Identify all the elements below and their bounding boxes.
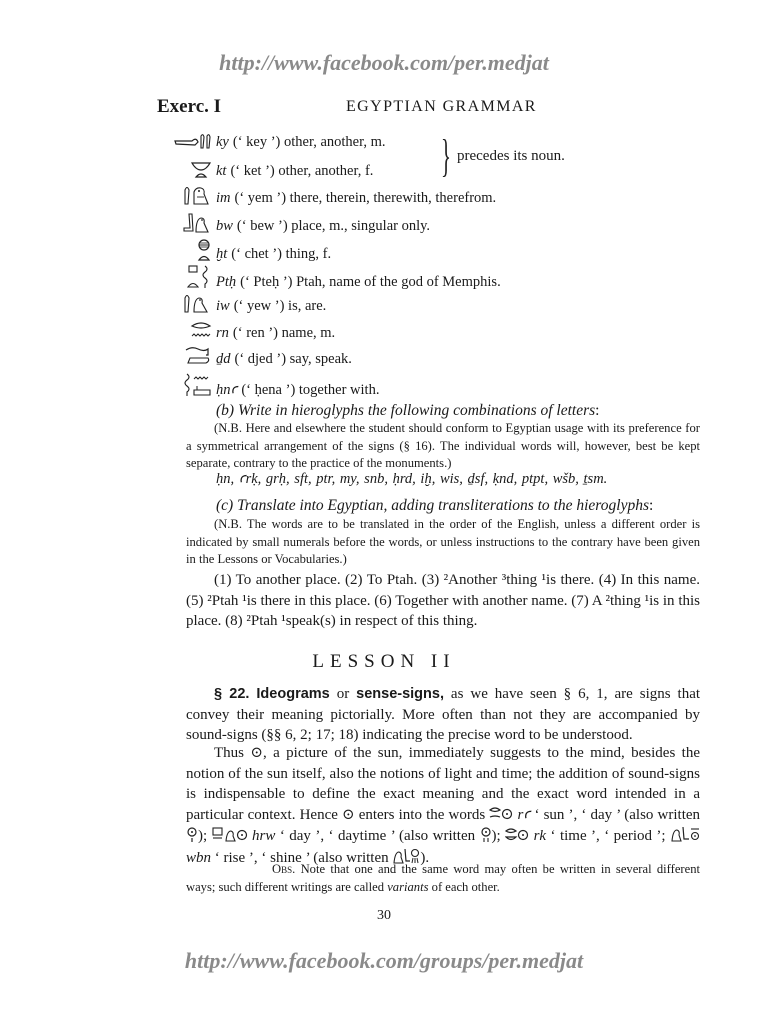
obs-label: Obs.	[272, 862, 296, 876]
vocab-entry	[184, 346, 352, 368]
section-c-heading	[216, 497, 653, 515]
brace-note: precedes its noun.	[457, 148, 565, 164]
vocab-transliteration: rn	[216, 325, 229, 341]
vocab-definition: (‘ chet ’) thing, f.	[231, 246, 332, 262]
watermark-top: http://www.facebook.com/per.medjat	[219, 50, 549, 75]
exercise-text: (1) To another place. (2) To Ptah. (3) ²Another ³thing ¹is there. (4) In this name. (5) ²Ptah ¹is there in this place. (6) Together with another name. (7) A ²thing ¹is in this place. (8) ²Ptah ¹speak(s) in respect of this thing.	[186, 572, 700, 629]
vocab-entry	[196, 239, 331, 263]
word-wbn-gloss: ‘ rise ’, ‘ shine ’ (also written	[214, 849, 389, 866]
leg-chick-hieroglyph	[182, 213, 212, 233]
rope-water-jar-hieroglyph	[182, 373, 212, 397]
reed-chick-hieroglyph	[182, 293, 212, 313]
vocab-entry	[174, 133, 386, 151]
chick-leg-water-sun-hieroglyph	[670, 825, 700, 843]
term-ideograms: Ideograms	[256, 686, 330, 702]
word-ra-gloss: ‘ sun ’, ‘ day ’ (also written	[534, 806, 701, 823]
sun-intro-text: Thus ⊙, a picture of the sun, immediately suggests to the mind, besides the notion of the sun itself, also the notions of light and time; the addition of sound-signs is indispensable to define the exact meaning and the exact word intended in a particular context. Hence ⊙ enters into the words	[186, 745, 700, 823]
basket-bread-hieroglyph	[190, 160, 212, 178]
paragraph-22	[186, 684, 700, 746]
obs-term: variants	[387, 879, 429, 894]
word-hrw-translit: hrw	[252, 828, 276, 844]
vocab-transliteration: kt	[216, 163, 227, 179]
vocab-transliteration: im	[216, 190, 231, 206]
punct-1: );	[198, 828, 208, 844]
punct-3: ).	[420, 849, 430, 866]
reed-owl-hieroglyph	[182, 185, 212, 205]
vocab-definition: (‘ yem ’) there, therein, therewith, therefrom.	[234, 190, 497, 206]
running-head-left: Exerc. I	[157, 96, 222, 117]
page-number: 30	[377, 908, 391, 923]
mat-bread-rope-hieroglyph	[186, 265, 212, 289]
placenta-bread-hieroglyph	[196, 239, 212, 261]
word-rk-gloss: ‘ time ’, ‘ period ’;	[550, 828, 666, 844]
sun-stroke-hieroglyph	[186, 827, 198, 843]
mouth-basket-sun-hieroglyph	[505, 827, 529, 843]
term-sense-signs: sense-signs,	[356, 686, 444, 702]
term-or: or	[329, 686, 357, 702]
brace-symbol: }	[441, 130, 451, 181]
word-hrw-gloss: ‘ day ’, ‘ daytime ’ (also written	[279, 828, 476, 844]
snake-hand-hieroglyph	[184, 346, 212, 366]
vocab-definition: (‘ djed ’) say, speak.	[234, 351, 352, 367]
vocab-transliteration: ḥnꜥ	[216, 382, 238, 398]
vocab-entry	[186, 265, 501, 291]
section-b-note	[186, 420, 700, 473]
vocab-transliteration: ḫt	[216, 246, 228, 262]
section-b-colon: :	[595, 402, 600, 419]
vocab-entry	[182, 213, 430, 235]
vocab-transliteration: bw	[216, 218, 233, 234]
lesson-title: LESSON II	[312, 651, 456, 672]
paragraph-22-text: as we have seen § 6, 1, are signs that convey their meaning pictorially. More often than not they are accompanied by sound-signs (§§ 6, 2; 17; 18) indicating the precise word to be understood.	[186, 686, 701, 743]
section-b-title: Write in hieroglyphs the following combinations of letters	[237, 402, 596, 419]
letter-combinations: ḥn, ꜥrḳ, grḥ, sft, ptr, my, snb, ḥrd, iḫ, wis, ḏsf, ḳnd, ptpt, wšb, ṯsm.	[216, 471, 608, 487]
section-number: § 22.	[214, 686, 250, 702]
observation-note	[186, 861, 700, 896]
obs-text: Note that one and the same word may often be written in several different ways; such different writings are called	[186, 862, 700, 894]
vocab-definition: (‘ ren ’) name, m.	[232, 325, 336, 341]
vocab-definition: (‘ bew ’) place, m., singular only.	[236, 218, 431, 234]
section-c-colon: :	[648, 497, 654, 514]
vocab-transliteration: ḏd	[216, 351, 231, 367]
section-b-label: (b)	[216, 402, 235, 419]
watermark-bottom: http://www.facebook.com/groups/per.medjat	[184, 948, 584, 973]
vocab-entry	[190, 320, 335, 342]
word-ra-translit: rꜥ	[517, 806, 531, 823]
translation-exercises	[186, 570, 700, 632]
section-c-note	[186, 516, 700, 569]
courtyard-chick-sun-hieroglyph	[212, 827, 248, 843]
vocab-entry	[182, 373, 379, 399]
vocab-transliteration: ky	[216, 134, 229, 150]
section-c-label: (c)	[216, 497, 234, 514]
vocab-definition: (‘ ḥena ’) together with.	[241, 382, 380, 398]
vocab-definition: (‘ ket ’) other, another, f.	[230, 163, 374, 179]
running-head-title: EGYPTIAN GRAMMAR	[346, 98, 537, 115]
vocab-entry	[190, 160, 373, 180]
obs-end: of each other.	[428, 879, 500, 894]
arm-reed-reed-hieroglyph	[174, 133, 212, 149]
paragraph-sun-example	[186, 743, 700, 868]
vocab-transliteration: iw	[216, 298, 230, 314]
word-wbn-translit: wbn	[186, 849, 212, 866]
punct-2: );	[491, 828, 501, 844]
section-b-note-text: (N.B. Here and elsewhere the student should conform to Egyptian usage with its preference for a symmetrical arrangement of the signs (§ 16). The individual words will, however, best be kept separate, contrary to the practice of the monuments.)	[186, 421, 700, 470]
mouth-water-hieroglyph	[190, 320, 212, 340]
mouth-arm-sun-hieroglyph	[489, 806, 513, 822]
vocab-transliteration: Ptḥ	[216, 274, 237, 290]
section-b-heading	[216, 402, 599, 420]
section-c-title: Translate into Egyptian, adding transliterations to the hieroglyphs	[237, 497, 649, 514]
vocab-definition: (‘ Pteḥ ’) Ptah, name of the god of Memphis.	[240, 274, 501, 290]
sun-strokes-hieroglyph	[480, 827, 492, 843]
vocab-entry	[182, 293, 326, 315]
vocab-entry	[182, 185, 496, 207]
vocab-definition: (‘ yew ’) is, are.	[233, 298, 327, 314]
vocab-definition: (‘ key ’) other, another, m.	[232, 134, 386, 150]
word-rk-translit: rk	[533, 828, 547, 844]
section-c-note-text: (N.B. The words are to be translated in the order of the English, unless a different order is indicated by small numerals before the words, or unless instructions to the contrary have been given in the Lessons or Vocabularies.)	[186, 517, 700, 566]
